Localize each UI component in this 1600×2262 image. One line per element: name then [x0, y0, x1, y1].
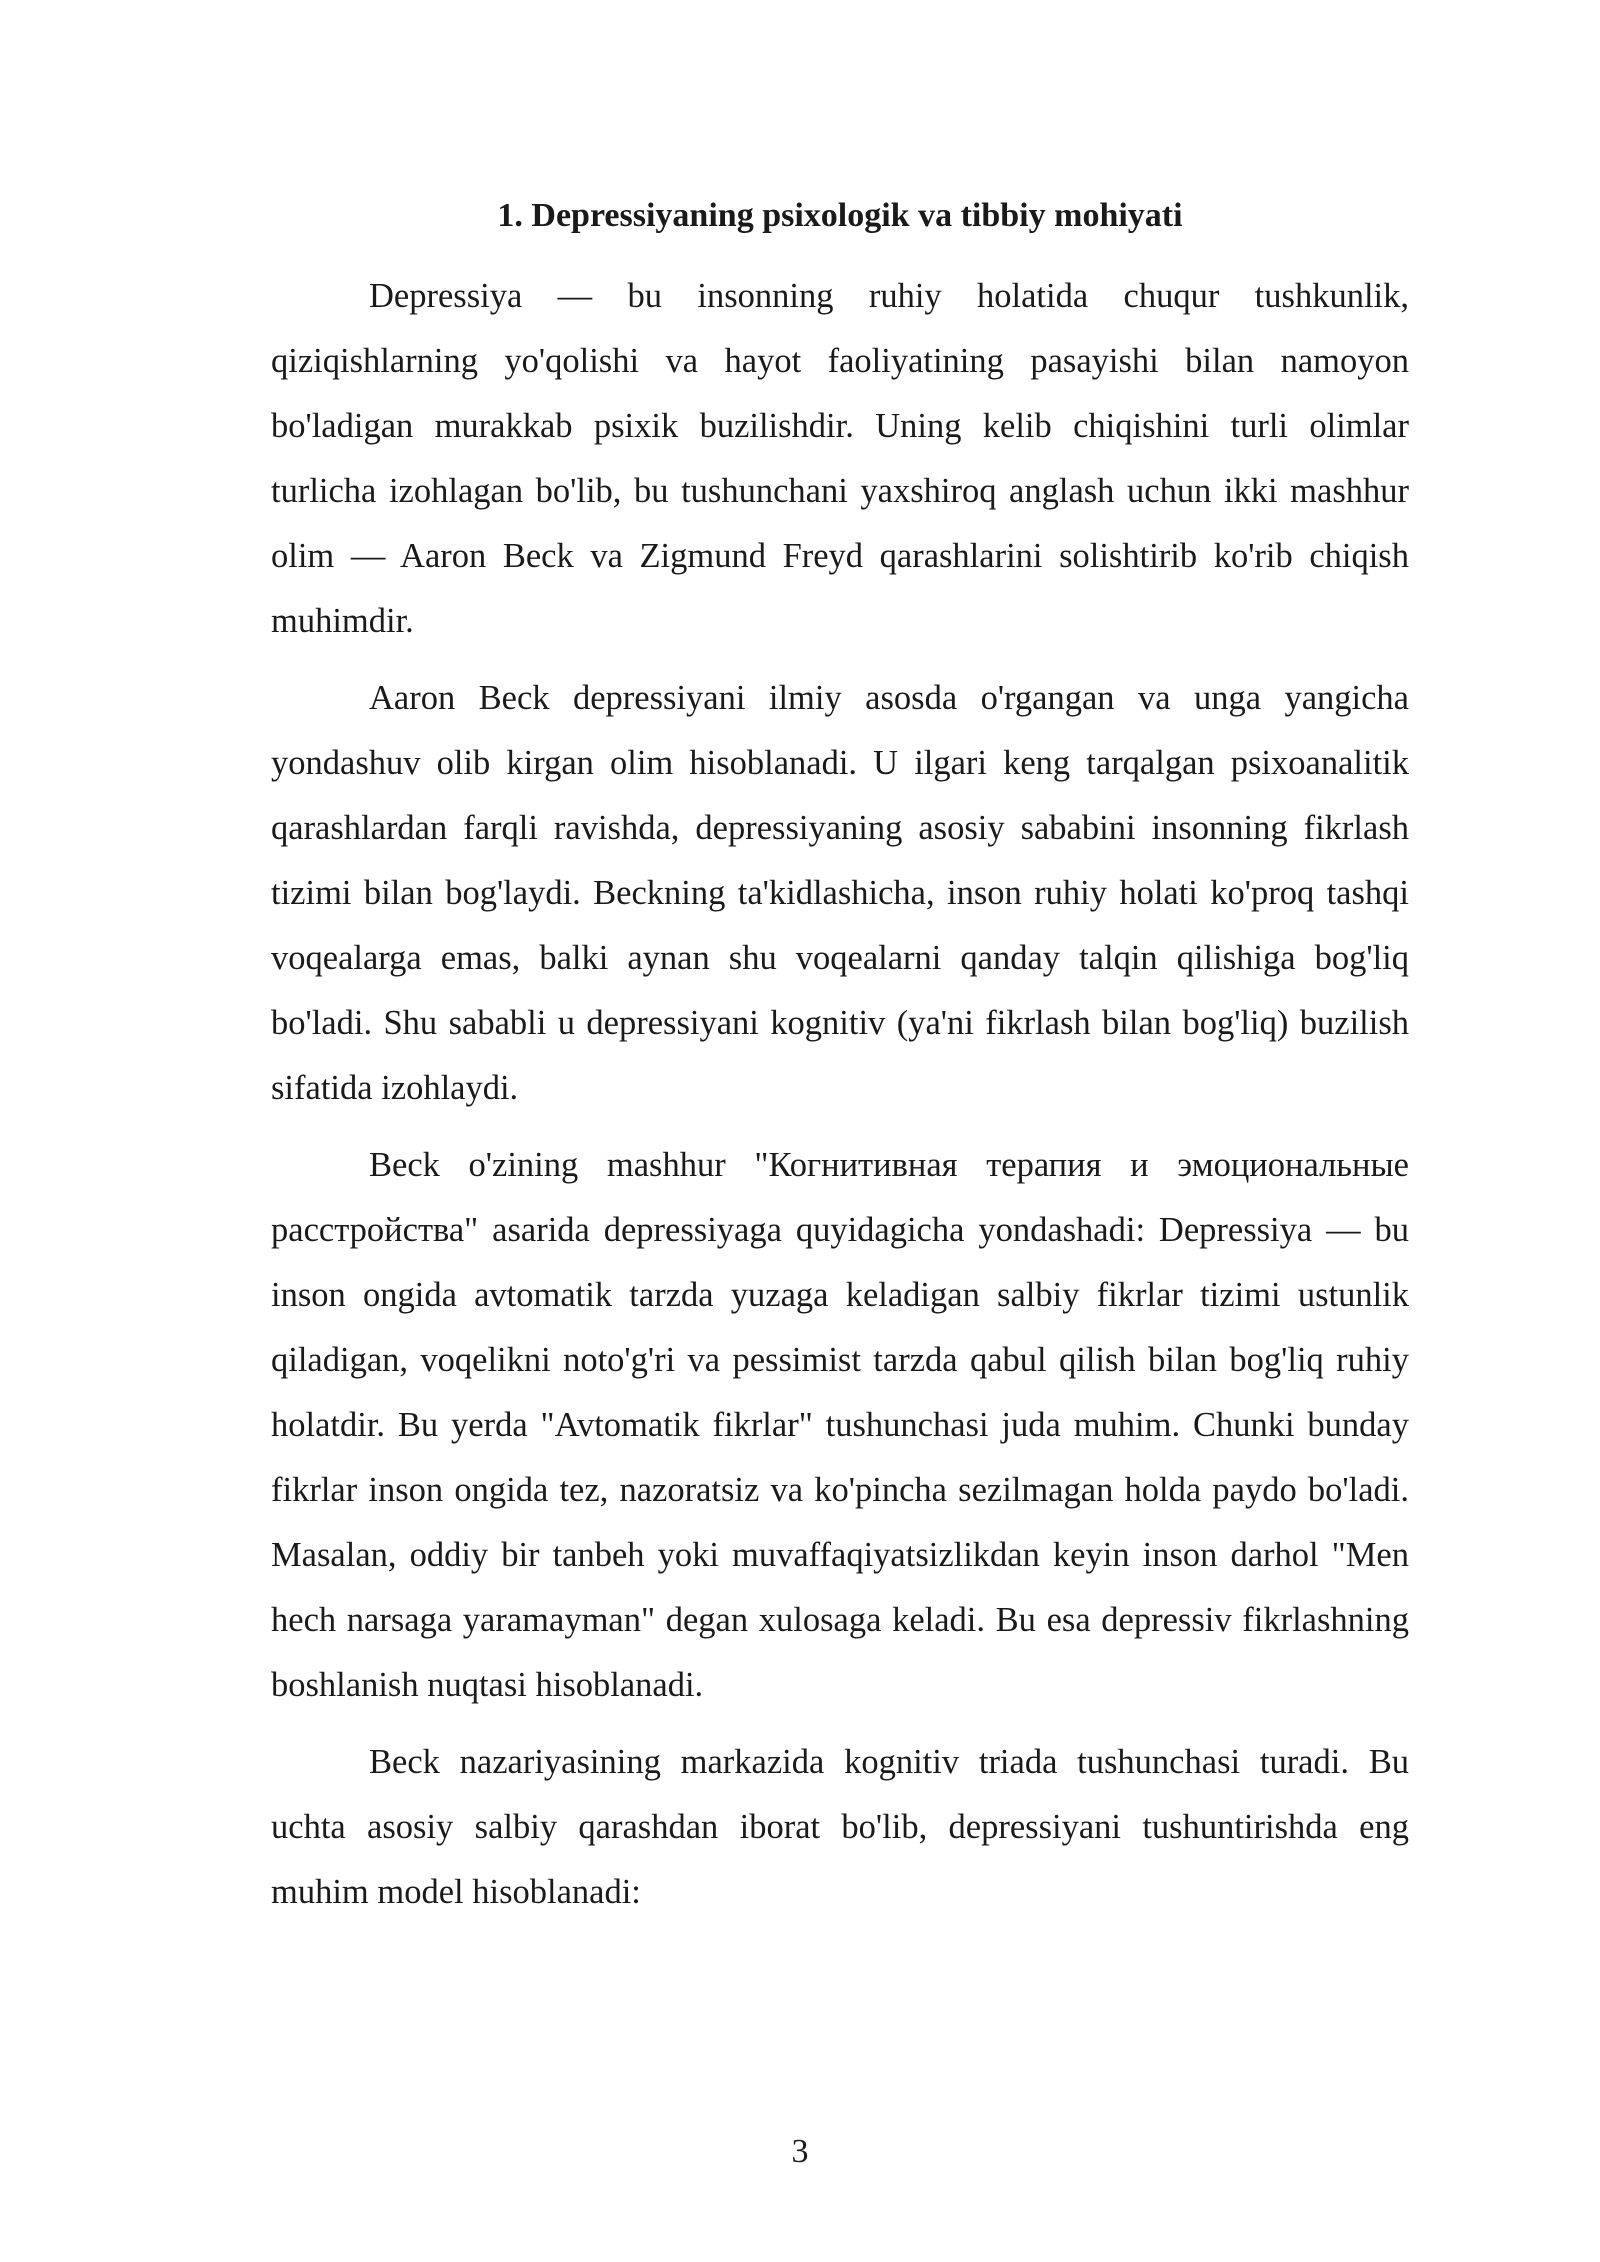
section-heading: 1. Depressiyaning psixologik va tibbiy mohiyati [497, 197, 1183, 234]
paragraph-intro: Depressiya — bu insonning ruhiy holatida chuqur tushkunlik, qiziqishlarning yo'qolishi va hayot faoliyatining pasayishi bilan namoyon bo'ladigan murakkab psixik buzilishdir. Uning kelib chiqishini turli olimlar turlicha izohlagan bo'lib, bu tushunchani yaxshiroq anglash uchun ikki mashhur olim — Aaron Beck va Zigmund Freyd qarashlarini solishtirib ko'rib chiqish muhimdir. [271, 277, 1409, 640]
page-number: 3 [791, 2133, 809, 2170]
page-content [271, 186, 1409, 1937]
paragraph-beck-approach: Aaron Beck depressiyani ilmiy asosda o'rgangan va unga yangicha yondashuv olib kirgan olim hisoblanadi. U ilgari keng tarqalgan psixoanalitik qarashlardan farqli ravishda, depressiyaning asosiy sababini insonning fikrlash tizimi bilan bog'laydi. Beckning ta'kidlashicha, inson ruhiy holati ko'proq tashqi voqealarga emas, balki aynan shu voqealarni qanday talqin qilishiga bog'liq bo'ladi. Shu sababli u depressiyani kognitiv (ya'ni fikrlash bilan bog'liq) buzilish sifatida izohlaydi. [271, 679, 1409, 1107]
paragraph-cognitive-triad: Beck nazariyasining markazida kognitiv triada tushunchasi turadi. Bu uchta asosiy salbiy qarashdan iborat bo'lib, depressiyani tushuntirishda eng muhim model hisoblanadi: [271, 1743, 1409, 1911]
paragraph-automatic-thoughts: Beck o'zining mashhur "Когнитивная терапия и эмоциональные расстройства" asarida depressiyaga quyidagicha yondashadi: Depressiya — bu inson ongida avtomatik tarzda yuzaga keladigan salbiy fikrlar tizimi ustunlik qiladigan, voqelikni noto'g'ri va pessimist tarzda qabul qilish bilan bog'liq ruhiy holatdir. Bu yerda "Avtomatik fikrlar" tushunchasi juda muhim. Chunki bunday fikrlar inson ongida tez, nazoratsiz va ko'pincha sezilmagan holda paydo bo'ladi. Masalan, oddiy bir tanbeh yoki muvaffaqiyatsizlikdan keyin inson darhol "Men hech narsaga yaramayman" degan xulosaga keladi. Bu esa depressiv fikrlashning boshlanish nuqtasi hisoblanadi. [271, 1146, 1409, 1704]
